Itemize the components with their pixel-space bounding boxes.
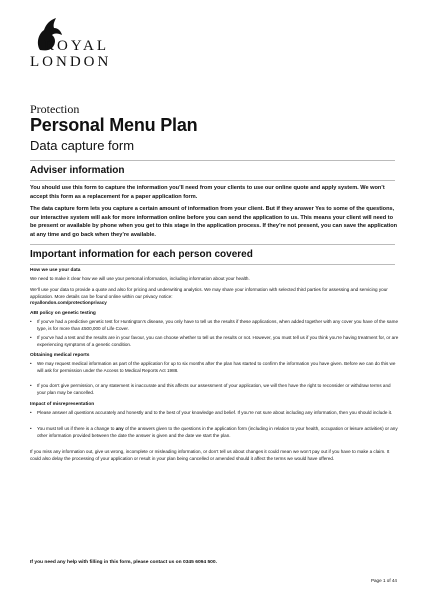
data-paragraph-2	[30, 287, 400, 307]
help-contact: If you need any help with filling in this form, please contact us on 0345 6094 500.	[30, 560, 217, 565]
page-title: Personal Menu Plan	[30, 115, 198, 135]
abi-bullet-2-text: If you’ve had a test and the results are in your favour, you can choose whether to tell us the results or not. However, you must tell us if you think you’re having treatment for, or are experiencing symptoms of a genetic condition.	[37, 335, 399, 347]
divider	[30, 264, 395, 265]
logo-line-london: LONDON	[30, 54, 112, 70]
product-category: Protection	[30, 102, 80, 116]
adviser-paragraph-2: The data capture form lets you capture a certain amount of information from your client. But if they answer Yes to some of the questions, our interactive system will ask for more information online before you can send the application to us. This means your client will need to be present or available by phone when you get to this stage in the application process. If they’re not present, you can save the application at any time and go back when they’re available.	[30, 206, 398, 238]
misrep-bullet-2: • You must tell us if there is a change to any of the answers given to the questions in the application form (including in relation to your health, occupation or leisure activities) or any other information provided between the date the answer is given and the date we start the plan.	[30, 426, 400, 439]
data-paragraph-2-text: We’ll use your data to provide a quote and also for pricing and underwriting analytics. We may share your information with selected third parties for assessing and servicing your application. More details can be found online within our privacy notice:	[30, 287, 388, 299]
divider	[30, 180, 395, 181]
misrep-text-part: of the answers given to the questions in the application form (including in relation to your health, occupation or leisure activities) or any other information provided between the date the answer is given and the date we start the plan.	[37, 426, 398, 438]
page-subtitle: Data capture form	[30, 138, 135, 153]
medical-bullet-1: • We may request medical information as part of the application for up to six months after the plan has started to confirm the information you have given. Before we can do this we will ask for permission under the Access to Medical Reports Act 1988.	[30, 361, 400, 374]
misrep-bullet-1: • Please answer all questions accurately and honestly and to the best of your knowledge and belief. If you’re not sure about including any information, then you should include it.	[30, 410, 400, 417]
abi-bullet-2: • If you’ve had a test and the results are in your favour, you can choose whether to tell us the results or not. However, you must tell us if you think you’re having treatment for, or are experiencing symptoms of a genetic condition.	[30, 335, 399, 347]
misrep-paragraph: If you miss any information out, give us wrong, incomplete or misleading information, or don’t tell us about changes it could mean we won’t pay out if you have to make a claim. It could also delay the processing of your application or result in your plan being cancelled or amended should it affect the terms we would have offered.	[30, 449, 390, 461]
royal-london-logo	[30, 22, 140, 88]
abi-bullet-1-text: If you’ve had a predictive genetic test for Huntington’s disease, you only have to tell us the results if these applications, when added together with any cover you have of the same type, is for more than £500,000 of Life Cover.	[37, 319, 398, 331]
subheading-abi: ABI policy on genetic testing	[30, 311, 96, 316]
page-number: Page 1 of 44	[370, 578, 397, 583]
medical-bullet-2-text: If you don’t give permission, or any statement is inaccurate and this affects our assessment of your application, we will then have the right to reconsider or withdraw terms and your plan may be cancelled.	[37, 383, 391, 395]
subheading-misrepresentation: Impact of misrepresentation	[30, 402, 95, 407]
subheading-medical: Obtaining medical reports	[30, 353, 90, 358]
misrep-bullet-1-text: Please answer all questions accurately and honestly and to the best of your knowledge and belief. If you’re not sure about including any information, then you should include it.	[37, 410, 393, 415]
divider	[30, 160, 395, 161]
logo-line-royal: ROYAL	[44, 38, 110, 54]
data-paragraph-1: We need to make it clear how we will use your personal information, including information about your health.	[30, 276, 250, 281]
misrep-text-part: You must tell us if there is a change to	[37, 426, 116, 431]
section-heading-adviser: Adviser information	[30, 165, 125, 176]
misrep-emphasis: any	[115, 426, 124, 431]
medical-bullet-1-text: We may request medical information as part of the application for up to six months after the plan has started to confirm the information you have given. Before we can do this we will ask for permission under the Access to Medical Reports Act 1988.	[37, 361, 396, 373]
subheading-data: How we use your data	[30, 268, 81, 273]
medical-bullet-2: • If you don’t give permission, or any statement is inaccurate and this affects our assessment of your application, we will then have the right to reconsider or withdraw terms and your plan may be cancelled.	[30, 383, 400, 396]
privacy-link[interactable]: royallondon.com/protectionprivacy	[30, 300, 107, 305]
divider	[30, 244, 395, 245]
misrep-bullet-2-text	[37, 426, 400, 439]
adviser-paragraph-1: You should use this form to capture the information you’ll need from your clients to use our online quote and apply system. We won’t accept this form as a replacement for a paper application form.	[30, 185, 385, 200]
section-heading-important: Important information for each person covered	[30, 249, 253, 260]
abi-bullet-1: • If you’ve had a predictive genetic test for Huntington’s disease, you only have to tell us the results if these applications, when added together with any cover you have of the same type, is for more than £500,000 of Life Cover.	[30, 319, 398, 331]
